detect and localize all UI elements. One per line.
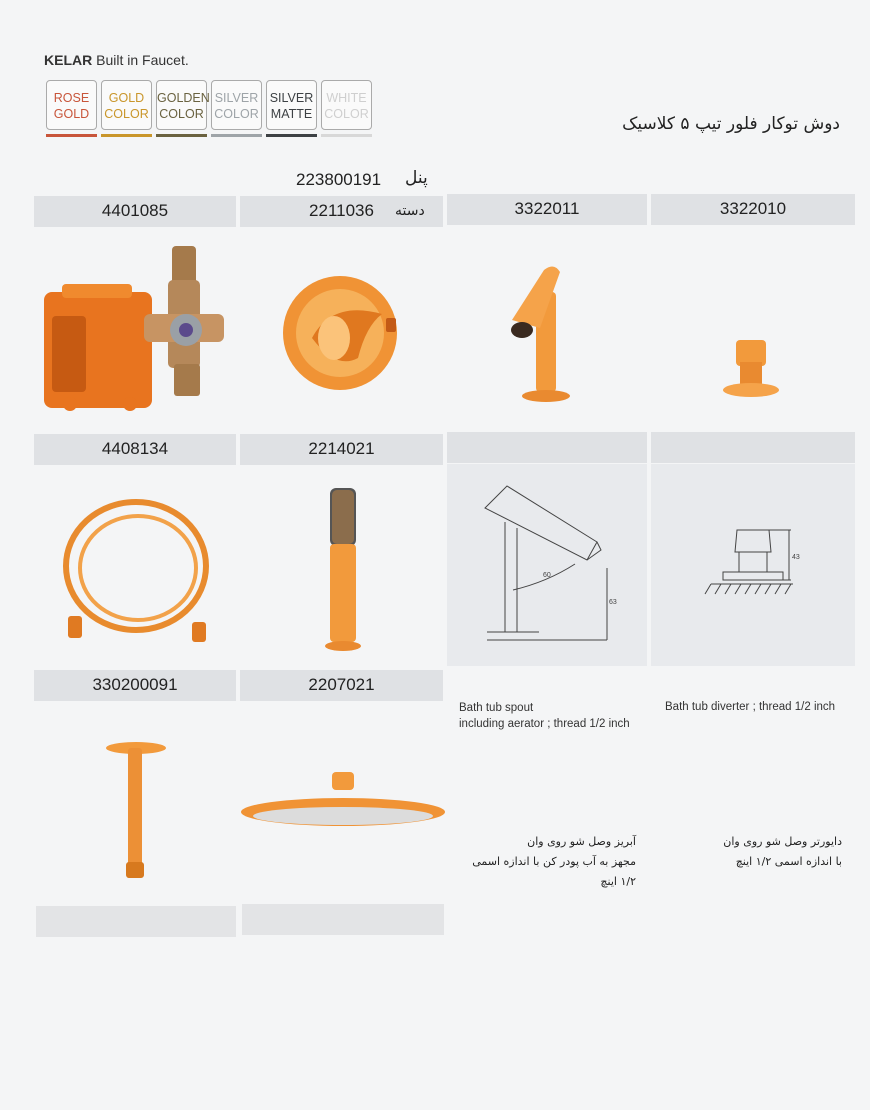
code-header: 3322011 (447, 194, 647, 225)
swatch-silver[interactable]: SILVER COLOR (211, 80, 262, 130)
diverter-technical-drawing (651, 464, 855, 666)
diverter-image (718, 336, 788, 400)
diverter-height-dimension: 43 (792, 554, 800, 561)
blank-header (651, 432, 855, 463)
swatch-white[interactable]: WHITE COLOR (321, 80, 372, 130)
code-header: 4401085 (34, 196, 236, 227)
panel-label: پنل (405, 168, 428, 188)
blank-header (36, 906, 236, 937)
diverter-description-fa: دایورتر وصل شو روی وان با اندازه اسمی ۱/۲ اینچ (723, 835, 842, 868)
blank-header (242, 904, 444, 935)
code-header: 330200091 (34, 670, 236, 701)
shower-arm-image (104, 742, 168, 884)
spout-description-en: Bath tub spout including aerator ; thread 1/2 inch (459, 702, 630, 730)
blank-header (447, 432, 647, 463)
hand-shower-image (320, 486, 370, 654)
shower-hose-image (60, 496, 215, 646)
swatch-rose-gold[interactable]: ROSE GOLD (46, 80, 97, 130)
swatch-golden[interactable]: GOLDEN COLOR (156, 80, 207, 130)
valve-body-image (40, 244, 230, 414)
height-dimension: 63 (609, 599, 617, 606)
swatch-silver-matte[interactable]: SILVER MATTE (266, 80, 317, 130)
panel-code: 223800191 (296, 170, 382, 189)
rain-shower-head-image (240, 770, 446, 830)
page-title: دوش توکار فلور تیپ ۵ کلاسیک (622, 114, 840, 134)
spout-technical-drawing (447, 464, 647, 666)
swatch-gold[interactable]: GOLD COLOR (101, 80, 152, 130)
diverter-description-en: Bath tub diverter ; thread 1/2 inch (665, 701, 836, 713)
code-header: 3322010 (651, 194, 855, 225)
mixer-panel-image (282, 260, 402, 410)
angle-dimension: 60 (543, 572, 551, 579)
handle-label: دسته (395, 203, 425, 219)
brand-title: KELAR Built in Faucet. (44, 52, 189, 68)
code-header: 2214021 (240, 434, 443, 465)
spout-description-fa: آبریز وصل شو روی وان مجهز به آب پودر کن با اندازه اسمی ۱/۲ اینچ (472, 835, 636, 888)
code-header: 4408134 (34, 434, 236, 465)
code-header: 2211036 (240, 196, 443, 227)
code-header: 2207021 (240, 670, 443, 701)
bath-spout-image (506, 262, 586, 404)
